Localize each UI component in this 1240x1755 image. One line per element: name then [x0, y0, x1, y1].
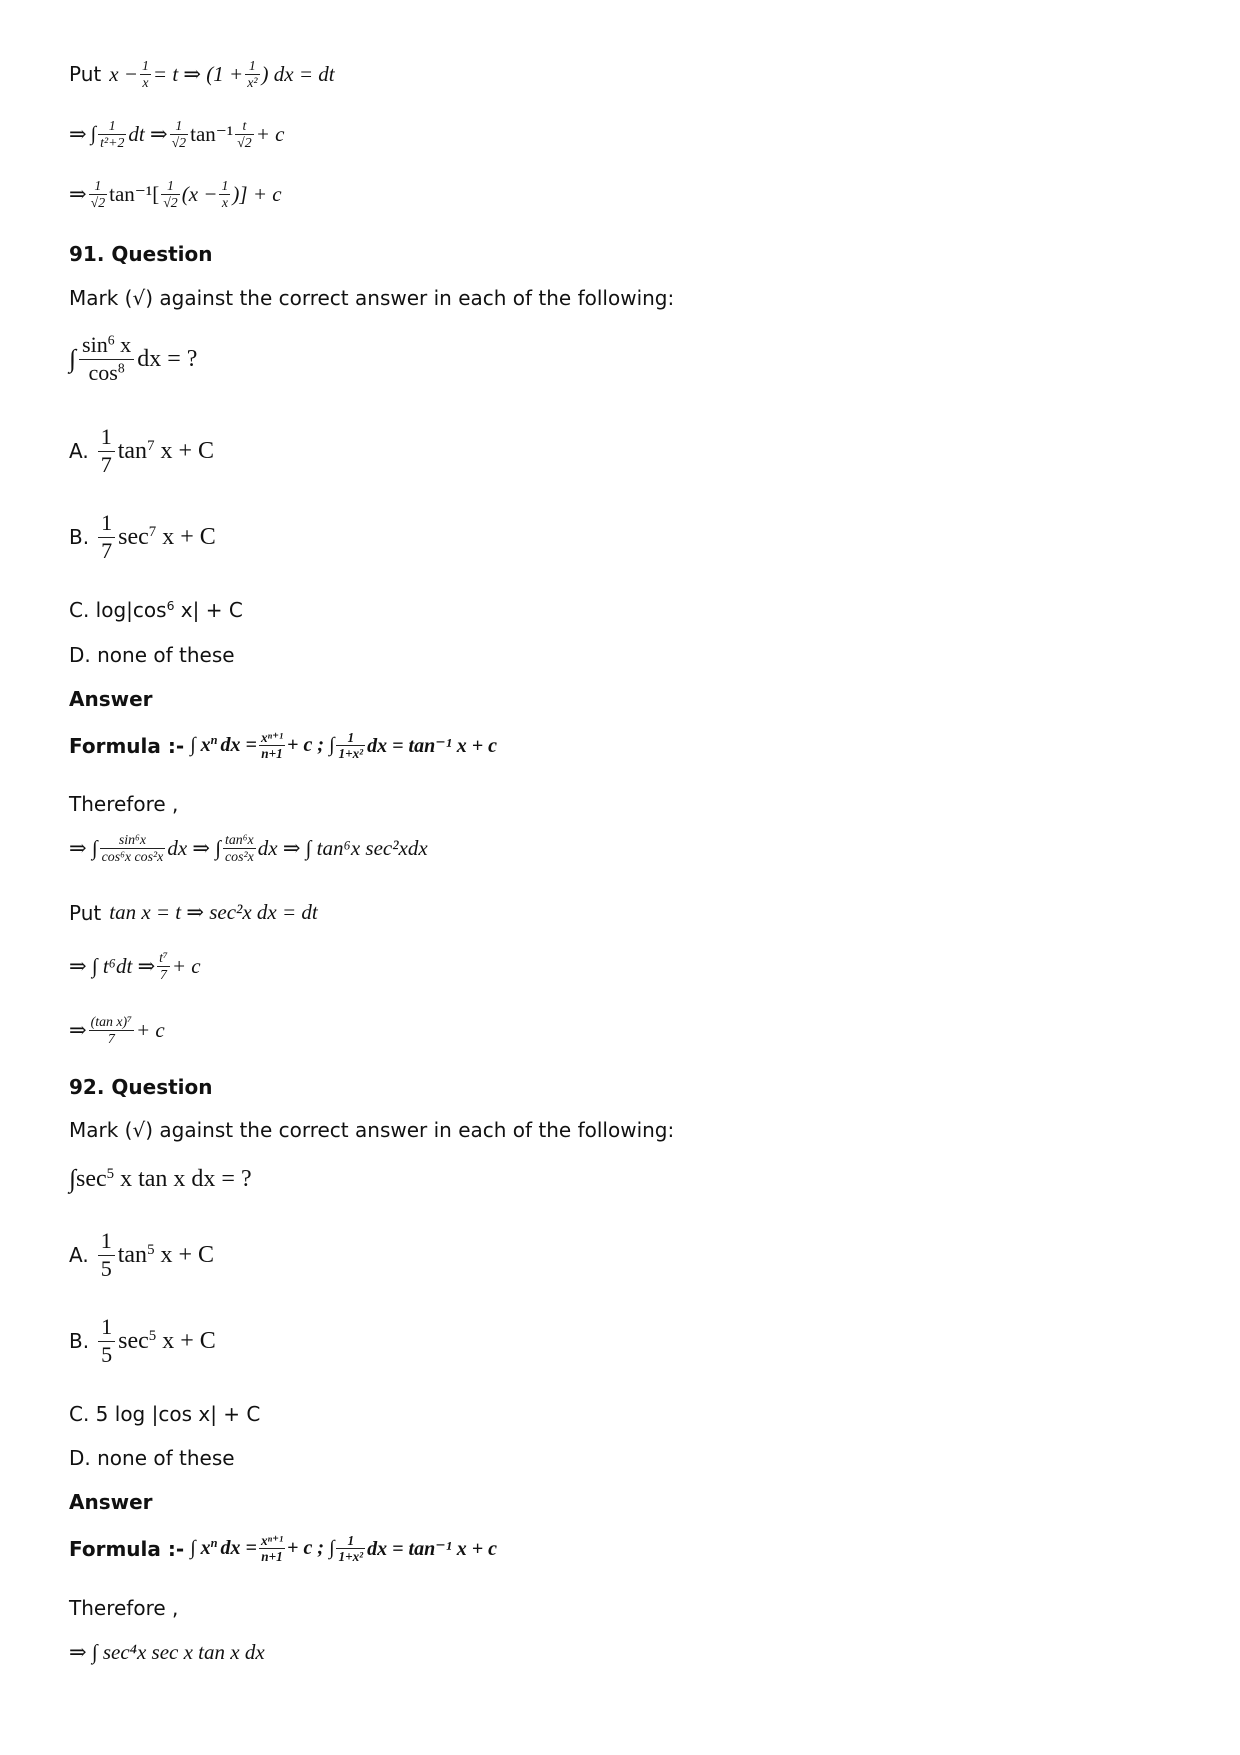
expr-part: $\tan^5 x + C$ — [117, 1241, 215, 1268]
expr-part: tan⁻¹[ — [109, 181, 160, 206]
formula-line — [69, 730, 497, 761]
solution-step-1 — [69, 832, 428, 865]
fraction: $\frac{1}{√2}$ — [90, 178, 106, 210]
expr-part: dx ⇒ ∫ tan⁶x sec²xdx — [257, 835, 428, 860]
expr-part: (x − — [181, 181, 218, 206]
result-line — [69, 178, 282, 211]
expr-part: + c — [171, 953, 201, 978]
put-label: Put — [69, 900, 102, 925]
solution-step-3 — [69, 950, 201, 983]
solution-step-4 — [69, 1014, 165, 1047]
expr-part: dx = — [220, 734, 257, 757]
expr-part: ∫ $x^n$ — [190, 733, 218, 757]
implies-arrow: ⇒ — [69, 121, 87, 146]
formula-label: Formula :- — [69, 733, 185, 758]
expr-part: + c ; ∫ — [287, 734, 335, 757]
expr-part: dx = ? — [137, 345, 198, 372]
fraction: 1 7 — [98, 424, 115, 478]
put-label: Put — [69, 62, 102, 87]
expr-part: )] + c — [232, 181, 282, 206]
option-d[interactable]: D. none of these — [69, 643, 235, 667]
option-b[interactable] — [69, 1314, 216, 1368]
expr-part: = t ⇒ (1 + — [152, 61, 244, 86]
question-92-heading: 92. Question — [69, 1075, 213, 1099]
expr-part: $\sec^7 x + C$ — [118, 523, 216, 550]
option-label: B. — [69, 1329, 90, 1353]
expr-part: ⇒ ∫ sec⁴x sec x tan x dx — [69, 1640, 265, 1664]
fraction: $\frac{1}{\text{x²}}$ — [247, 58, 258, 90]
option-d[interactable]: D. none of these — [69, 1446, 235, 1470]
fraction: $\frac{\text{tan⁶x}}{\text{cos²x}}$ — [224, 832, 254, 864]
expr-part: tan⁻¹ — [190, 121, 234, 146]
expr-part: tan x = t ⇒ sec²x dx = dt — [109, 900, 318, 924]
expr-part: $\sec^5 x$ tan x dx = ? — [76, 1165, 252, 1192]
option-c[interactable]: C. $\log|\cos^6$ x| + C — [69, 598, 243, 622]
answer-label: Answer — [69, 687, 153, 711]
expr-part: ⇒ ∫ t⁶dt ⇒ — [69, 953, 156, 978]
fraction: $\frac{1}{\text{t²+2}}$ — [100, 118, 125, 150]
fraction: $\frac{\text{xⁿ⁺¹}}{n+1}$ — [260, 730, 284, 762]
solution-step-1 — [69, 1640, 265, 1665]
fraction: 1 5 — [98, 1314, 115, 1368]
fraction: $\frac{1}{√2}$ — [163, 178, 178, 210]
question-92-instruction: Mark (√) against the correct answer in each of the following: — [69, 1118, 675, 1142]
option-label: B. — [69, 525, 90, 549]
expr-part: x − — [109, 61, 138, 86]
expr-part: + c — [136, 1017, 165, 1042]
expr-part: dx = — [220, 1537, 257, 1560]
therefore-text: Therefore , — [69, 1596, 179, 1620]
fraction: $\frac{1}{√2}$ — [171, 118, 187, 150]
expr-part: dt ⇒ — [128, 121, 168, 146]
fraction: $\frac{1}{\text{1+x²}}$ — [338, 1533, 364, 1565]
integral-sign: ∫ — [69, 344, 77, 373]
answer-label: Answer — [69, 1490, 153, 1514]
expr-part: ⇒ ∫ — [69, 835, 98, 860]
question-91-heading: 91. Question — [69, 242, 213, 266]
option-a[interactable] — [69, 424, 214, 478]
fraction: $\sin^6 x$ $\cos^8$ — [79, 332, 134, 386]
option-label: A. — [69, 439, 89, 463]
question-91-problem — [69, 332, 197, 386]
fraction: $\frac{\text{sin⁶x}}{\text{cos⁶x cos²x}}$ — [101, 832, 164, 864]
option-b[interactable] — [69, 510, 216, 564]
expr-part: dx = tan⁻¹ x + c — [367, 735, 498, 758]
therefore-text: Therefore , — [69, 792, 179, 816]
expr-part: + c — [255, 121, 285, 146]
expr-part: dx = tan⁻¹ x + c — [367, 1538, 498, 1561]
fraction: $\frac{\text{(tan x)⁷}}{7}$ — [90, 1014, 132, 1046]
expr-part: $\sec^5 x + C$ — [118, 1327, 216, 1354]
expr-part: $\tan^7 x + C$ — [117, 437, 215, 464]
option-c[interactable]: C. 5 log |cos x| + C — [69, 1402, 261, 1426]
formula-line — [69, 1533, 497, 1564]
fraction: $\frac{t}{√2}$ — [237, 118, 252, 150]
implies-arrow: ⇒ — [69, 181, 87, 206]
question-91-instruction: Mark (√) against the correct answer in each of the following: — [69, 286, 675, 310]
fraction: $\frac{1}{x}$ — [141, 58, 149, 90]
expr-part: dx ⇒ ∫ — [167, 835, 221, 860]
formula-label: Formula :- — [69, 1536, 185, 1561]
solution-step-2 — [69, 900, 318, 925]
fraction: $\frac{1}{\text{1+x²}}$ — [338, 730, 364, 762]
expr-part: ⇒ — [69, 1017, 87, 1042]
integral-sign: ∫ — [90, 122, 97, 145]
expr-part: ) dx = dt — [261, 61, 335, 86]
fraction: $\frac{\text{t⁷}}{7}$ — [159, 950, 168, 982]
fraction: $\frac{1}{x}$ — [221, 178, 229, 210]
expr-part: + c ; ∫ — [287, 1537, 335, 1560]
integral-sign: ∫ — [69, 1164, 77, 1193]
option-a[interactable] — [69, 1228, 214, 1282]
expr-part: ∫ $x^n$ — [190, 1536, 218, 1560]
fraction: $\frac{\text{xⁿ⁺¹}}{n+1}$ — [260, 1533, 284, 1565]
substitution-line — [69, 58, 335, 91]
fraction: 1 5 — [98, 1228, 115, 1282]
question-92-problem — [69, 1164, 252, 1194]
option-label: A. — [69, 1243, 89, 1267]
integral-step-line — [69, 118, 284, 151]
fraction: 1 7 — [98, 510, 115, 564]
